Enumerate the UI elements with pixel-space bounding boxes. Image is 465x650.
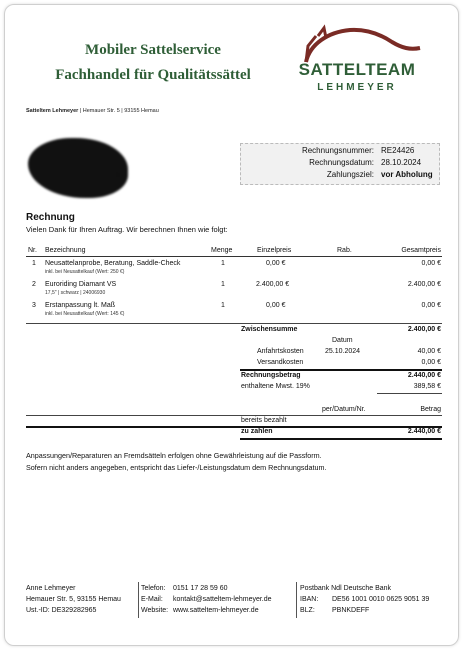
recipient-fragment: h	[116, 172, 120, 179]
col-rab: Rab.	[337, 247, 352, 254]
invoice-total-value: 2.440,00 €	[407, 372, 441, 379]
item2-desc: Euroriding Diamant VS	[45, 281, 117, 288]
item3-qty: 1	[221, 302, 225, 309]
amount-due-label: zu zahlen	[241, 428, 273, 435]
footer-blz-label: BLZ:	[300, 607, 315, 614]
brand-subtitle: LEHMEYER	[317, 82, 397, 93]
meta-value-number: RE24426	[381, 146, 415, 155]
footer-sep-1	[138, 582, 139, 618]
invoice-intro: Vielen Dank für Ihren Auftrag. Wir berechnen Ihnen wie folgt:	[26, 225, 228, 234]
vat-underline	[377, 393, 442, 394]
footer-iban: DE56 1001 0010 0625 9051 39	[332, 596, 430, 603]
paid-header-left: per/Datum/Nr.	[322, 406, 366, 413]
footer-iban-label: IBAN:	[300, 596, 319, 603]
footer-bank-name: Postbank Ndl Deutsche Bank	[300, 585, 392, 592]
amount-due-value: 2.440,00 €	[407, 428, 441, 435]
sender-line	[26, 108, 159, 114]
footer-contact-labels	[141, 583, 168, 616]
footer-contact-values	[173, 583, 272, 616]
footer-sep-2	[296, 582, 297, 618]
shipping-label: Versandkosten	[257, 359, 304, 366]
footer-phone-label: Telefon:	[141, 585, 166, 592]
footer-bank	[300, 583, 429, 616]
divider-due	[26, 426, 442, 428]
item1-qty: 1	[221, 260, 225, 267]
footer-blz: PBNKDEFF	[332, 607, 370, 614]
footer-street: Hemauer Str. 5, 93155 Hemau	[26, 596, 121, 603]
item3-unit: 0,00 €	[266, 302, 286, 309]
invoice-meta-box	[240, 143, 440, 185]
table-header	[26, 245, 442, 257]
col-qty: Menge	[211, 247, 233, 254]
travel-cost-date: 25.10.2024	[325, 348, 361, 355]
meta-label-due: Zahlungsziel:	[326, 170, 374, 179]
note-2: Sofern nicht anders angegeben, entspricht das Liefer-/Leistungsdatum dem Rechnungsdatum.	[26, 463, 327, 472]
paid-header-right: Betrag	[420, 406, 441, 413]
item2-total: 2.400,00 €	[407, 281, 441, 288]
sender-address: | Hemauer Str. 5 | 93155 Hemau	[78, 108, 159, 114]
shipping-value: 0,00 €	[421, 359, 441, 366]
item2-unit: 2.400,00 €	[256, 281, 290, 288]
date-label: Datum	[332, 337, 353, 344]
item2-nr: 2	[32, 281, 36, 288]
slogan-line1: Mobiler Sattelservice	[85, 42, 221, 58]
item3-nr: 3	[32, 302, 36, 309]
paid-label: bereits bezahlt	[241, 417, 287, 424]
item2-qty: 1	[221, 281, 225, 288]
slogan-line2: Fachhandel für Qualitätssättel	[55, 67, 251, 83]
item2-sub: 17,5" | schwarz | 24006930	[45, 290, 106, 296]
item3-sub: inkl. bei Neusattelkauf (Wert: 145 €)	[45, 311, 125, 317]
invoice-total-label: Rechnungsbetrag	[241, 372, 301, 379]
footer-web-label: Website:	[141, 607, 169, 614]
divider-due-bottom	[240, 438, 442, 440]
footer-email-label: E-Mail:	[141, 596, 163, 603]
footer-website-link[interactable]: www.satteltem-lehmeyer.de	[173, 607, 259, 614]
item3-desc: Erstanpassung lt. Maß	[45, 302, 116, 309]
meta-value-due: vor Abholung	[381, 170, 433, 179]
meta-label-number: Rechnungsnummer:	[301, 146, 374, 155]
footer-vat-id: Ust.-ID: DE329282965	[26, 607, 97, 614]
footer-email-link[interactable]: kontakt@satteltem-lehmeyer.de	[173, 596, 272, 603]
col-unit: Einzelpreis	[257, 247, 292, 254]
divider-paid	[26, 415, 442, 416]
divider-total	[240, 369, 442, 371]
vat-label: enthaltene Mwst. 19%	[241, 383, 310, 390]
item1-unit: 0,00 €	[266, 260, 286, 267]
divider-items	[26, 323, 442, 324]
footer-phone: 0151 17 28 59 60	[173, 585, 228, 592]
item1-total: 0,00 €	[421, 260, 441, 267]
travel-cost-label: Anfahrtskosten	[257, 348, 304, 355]
item1-nr: 1	[32, 260, 36, 267]
footer-address	[26, 583, 121, 616]
subtotal-value: 2.400,00 €	[407, 326, 441, 333]
item1-desc: Neusattelanprobe, Beratung, Saddle-Check	[45, 260, 181, 267]
vat-value: 389,58 €	[413, 383, 441, 390]
subtotal-label: Zwischensumme	[241, 326, 298, 333]
meta-value-date: 28.10.2024	[381, 158, 422, 167]
travel-cost-value: 40,00 €	[417, 348, 441, 355]
footer-owner: Anne Lehmeyer	[26, 585, 76, 592]
col-total: Gesamtpreis	[401, 247, 441, 254]
col-desc: Bezeichnung	[45, 247, 86, 254]
sender-name: Satteltem Lehmeyer	[26, 108, 79, 114]
item1-sub: inkl. bei Neusattelkauf (Wert: 250 €)	[45, 269, 125, 275]
meta-label-date: Rechnungsdatum:	[309, 158, 374, 167]
note-1: Anpassungen/Reparaturen an Fremdsätteln erfolgen ohne Gewährleistung auf die Passform.	[26, 451, 322, 460]
brand-name: SATTELTEAM	[298, 60, 416, 79]
col-nr: Nr.	[28, 247, 37, 254]
item3-total: 0,00 €	[421, 302, 441, 309]
invoice-title: Rechnung	[26, 212, 75, 223]
